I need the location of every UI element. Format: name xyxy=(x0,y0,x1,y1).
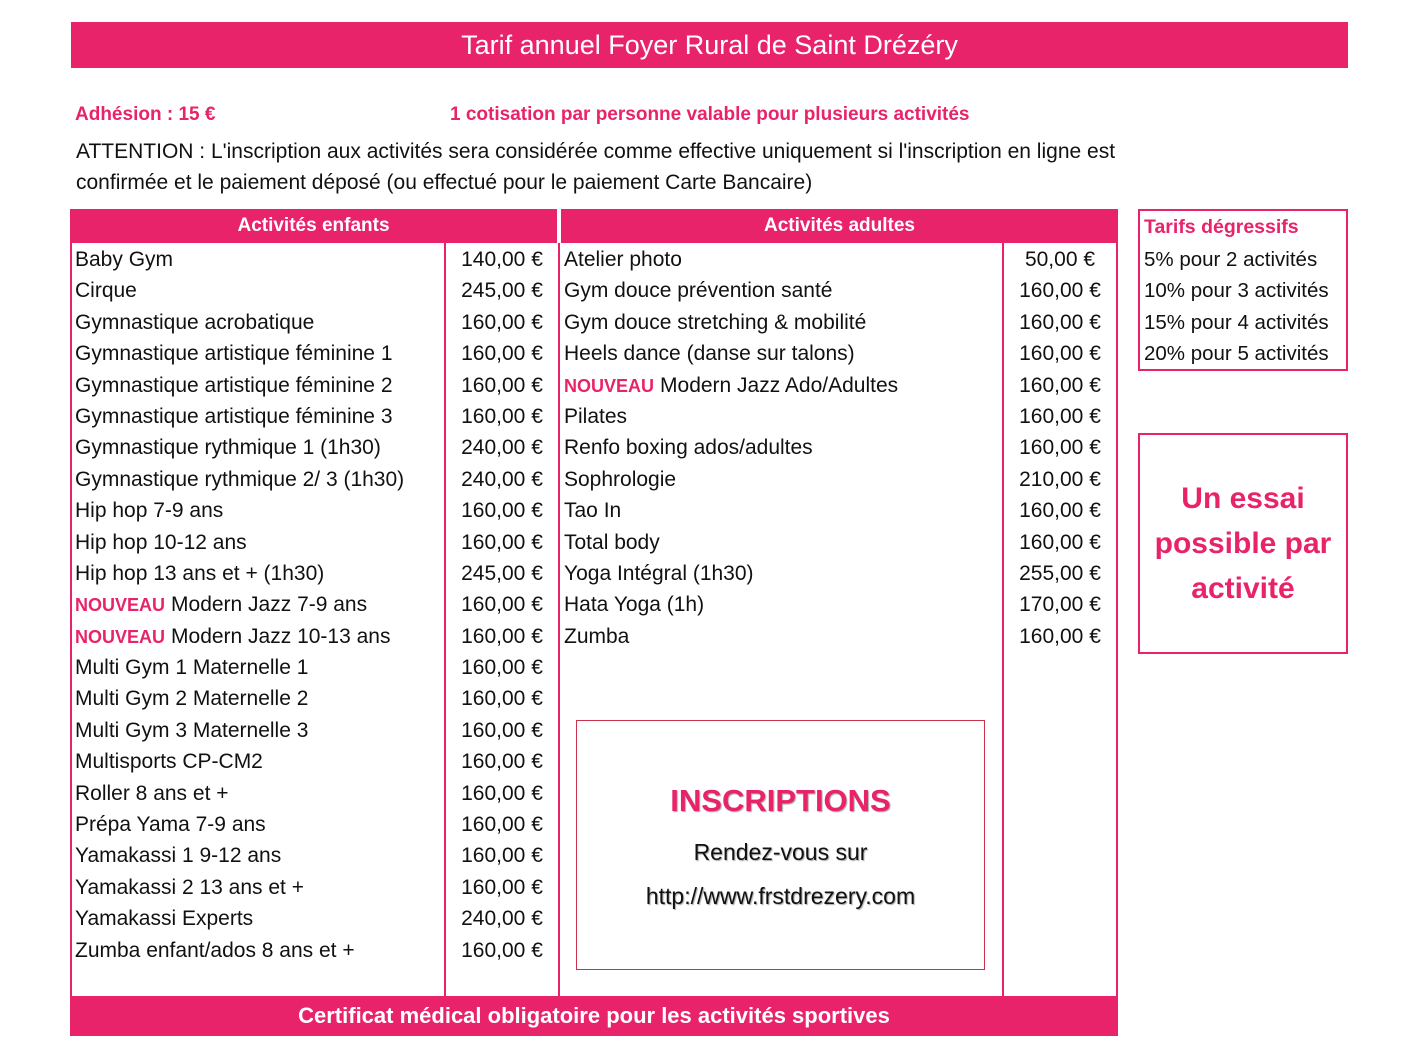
activity-name-cell xyxy=(72,307,444,338)
activity-price: 160,00 € xyxy=(461,656,543,680)
attention-notice xyxy=(76,136,1115,198)
activity-price: 210,00 € xyxy=(1019,467,1101,491)
activity-price: 160,00 € xyxy=(461,530,543,554)
activity-name-cell xyxy=(72,746,444,777)
activity-row xyxy=(72,495,558,526)
activity-row xyxy=(72,903,558,934)
activity-row xyxy=(72,244,558,275)
activity-row xyxy=(560,432,1116,463)
degressive-pricing-box xyxy=(1138,209,1348,371)
activity-row xyxy=(72,307,558,338)
activity-name: Prépa Yama 7-9 ans xyxy=(75,813,266,837)
page-title: Tarif annuel Foyer Rural de Saint Drézéry xyxy=(71,22,1348,68)
activity-price: 160,00 € xyxy=(1019,404,1101,428)
activity-name: Multi Gym 2 Maternelle 2 xyxy=(75,687,309,711)
activity-name: Multi Gym 3 Maternelle 3 xyxy=(75,718,309,742)
activity-row xyxy=(72,558,558,589)
activity-row xyxy=(72,432,558,463)
activity-name: Hata Yoga (1h) xyxy=(564,593,705,617)
activity-price: 160,00 € xyxy=(461,813,543,837)
activity-row xyxy=(560,464,1116,495)
activity-name-cell xyxy=(72,338,444,369)
new-badge: NOUVEAU xyxy=(75,595,166,616)
activity-name: Modern Jazz Ado/Adultes xyxy=(660,373,899,397)
activity-row xyxy=(72,809,558,840)
activity-name: Hip hop 7-9 ans xyxy=(75,499,224,523)
activity-name-cell xyxy=(560,338,1002,369)
activity-row xyxy=(560,527,1116,558)
trial-notice-line: activité xyxy=(1191,572,1295,605)
activity-name-cell xyxy=(72,589,444,620)
activity-name-cell xyxy=(72,621,444,652)
activity-name-cell xyxy=(72,495,444,526)
attention-line: ATTENTION : L'inscription aux activités sera considérée comme effective uniquement si l'inscription en ligne est xyxy=(76,140,1116,163)
activity-row xyxy=(560,370,1116,401)
activity-name-cell xyxy=(72,809,444,840)
activity-name: Gymnastique rythmique 2/ 3 (1h30) xyxy=(75,467,405,491)
activity-price: 240,00 € xyxy=(461,436,543,460)
activity-row xyxy=(560,495,1116,526)
activity-name-cell xyxy=(560,307,1002,338)
activity-row xyxy=(72,338,558,369)
activity-name: Tao In xyxy=(564,499,622,523)
activity-name-cell xyxy=(72,903,444,934)
activity-name: Baby Gym xyxy=(75,248,174,271)
activity-price: 160,00 € xyxy=(461,875,543,899)
activity-name: Zumba xyxy=(564,624,630,648)
activity-name: Gymnastique artistique féminine 1 xyxy=(75,342,393,366)
activity-price: 160,00 € xyxy=(1019,530,1101,554)
degressive-item: 5% pour 2 activités xyxy=(1144,248,1318,271)
medical-certificate-notice: Certificat médical obligatoire pour les activités sportives xyxy=(70,996,1118,1036)
activity-name: Gym douce prévention santé xyxy=(564,279,833,303)
activity-row xyxy=(72,840,558,871)
activity-name-cell xyxy=(72,275,444,306)
activity-name-cell xyxy=(560,464,1002,495)
activity-name-cell xyxy=(560,275,1002,306)
activity-name: Hip hop 13 ans et + (1h30) xyxy=(75,561,325,585)
activity-row xyxy=(72,715,558,746)
activity-name-cell xyxy=(560,558,1002,589)
activity-price: 140,00 € xyxy=(461,248,543,271)
activity-name-cell xyxy=(72,558,444,589)
activity-name: Total body xyxy=(564,530,660,554)
children-activities-list xyxy=(72,244,558,966)
activity-price: 170,00 € xyxy=(1019,593,1101,617)
degressive-pricing-list xyxy=(1144,244,1329,370)
activity-name-cell xyxy=(560,621,1002,652)
activity-name: Roller 8 ans et + xyxy=(75,781,229,805)
activity-name: Atelier photo xyxy=(564,248,682,271)
activity-row xyxy=(72,275,558,306)
activity-name: Renfo boxing ados/adultes xyxy=(564,436,813,460)
activity-price: 160,00 € xyxy=(461,342,543,366)
activity-row xyxy=(560,621,1116,652)
activity-row xyxy=(560,589,1116,620)
activity-row xyxy=(72,652,558,683)
degressive-item: 15% pour 4 activités xyxy=(1144,310,1329,334)
activity-row xyxy=(72,935,558,966)
activity-row xyxy=(72,370,558,401)
activity-name-cell xyxy=(560,495,1002,526)
activity-name: Gymnastique rythmique 1 (1h30) xyxy=(75,436,381,460)
registration-box xyxy=(576,720,985,970)
activity-price: 160,00 € xyxy=(1019,499,1101,523)
activity-name: Modern Jazz 10-13 ans xyxy=(171,624,391,648)
adult-activities-header: Activités adultes xyxy=(561,209,1118,243)
attention-line: confirmée et le paiement déposé (ou effectué pour le paiement Carte Bancaire) xyxy=(76,171,813,194)
activity-row xyxy=(72,778,558,809)
activity-price: 160,00 € xyxy=(461,781,543,805)
activity-price: 160,00 € xyxy=(461,624,543,648)
activity-row xyxy=(560,338,1116,369)
activity-name: Yoga Intégral (1h30) xyxy=(564,561,754,585)
activity-price: 255,00 € xyxy=(1019,561,1101,585)
activity-name-cell xyxy=(72,652,444,683)
activity-name: Hip hop 10-12 ans xyxy=(75,530,247,554)
activity-name-cell xyxy=(72,778,444,809)
activity-price: 160,00 € xyxy=(461,499,543,523)
activity-name: Yamakassi 2 13 ans et + xyxy=(75,875,304,899)
activity-price: 160,00 € xyxy=(461,687,543,711)
membership-fee: Adhésion : 15 € xyxy=(75,104,216,125)
activity-row xyxy=(72,464,558,495)
activity-price: 160,00 € xyxy=(461,373,543,397)
activity-row xyxy=(72,683,558,714)
trial-notice-box xyxy=(1138,433,1348,654)
trial-notice-line: possible par xyxy=(1154,527,1332,560)
new-badge: NOUVEAU xyxy=(75,626,166,647)
activity-name-cell xyxy=(560,401,1002,432)
degressive-item: 10% pour 3 activités xyxy=(1144,279,1329,303)
activity-name: Sophrologie xyxy=(564,467,677,491)
activity-price: 160,00 € xyxy=(1019,310,1101,334)
activity-price: 240,00 € xyxy=(461,467,543,491)
activity-price: 160,00 € xyxy=(1019,279,1101,303)
activity-name: Pilates xyxy=(564,404,628,428)
activity-row xyxy=(72,746,558,777)
activity-name-cell xyxy=(560,244,1002,275)
trial-notice-line: Un essai xyxy=(1181,482,1305,515)
activity-price: 245,00 € xyxy=(461,279,543,303)
activity-row xyxy=(72,401,558,432)
registration-subtitle: Rendez-vous sur xyxy=(693,839,868,865)
activity-name: Zumba enfant/ados 8 ans et + xyxy=(75,938,355,962)
activity-price: 160,00 € xyxy=(1019,436,1101,460)
degressive-pricing-title: Tarifs dégressifs xyxy=(1144,216,1299,238)
activity-name-cell xyxy=(72,935,444,966)
activity-price: 160,00 € xyxy=(461,593,543,617)
children-activities-header: Activités enfants xyxy=(70,209,557,243)
activity-name-cell xyxy=(72,401,444,432)
activity-row xyxy=(560,558,1116,589)
registration-title: INSCRIPTIONS xyxy=(670,783,891,818)
activity-row xyxy=(560,275,1116,306)
activity-row xyxy=(72,589,558,620)
activity-name: Gymnastique artistique féminine 3 xyxy=(75,404,393,428)
activity-row xyxy=(72,621,558,652)
activity-price: 160,00 € xyxy=(1019,373,1101,397)
activity-name-cell xyxy=(72,370,444,401)
activity-price: 160,00 € xyxy=(1019,342,1101,366)
activity-price: 50,00 € xyxy=(1024,248,1096,271)
activity-price: 160,00 € xyxy=(461,938,543,962)
activity-name: Modern Jazz 7-9 ans xyxy=(171,593,368,617)
activity-name-cell xyxy=(72,683,444,714)
activity-row xyxy=(72,872,558,903)
activity-name-cell xyxy=(72,244,444,275)
activity-price: 245,00 € xyxy=(461,561,543,585)
activity-price: 160,00 € xyxy=(461,310,543,334)
activity-price: 160,00 € xyxy=(461,844,543,868)
activity-name: Gym douce stretching & mobilité xyxy=(564,310,867,334)
activity-row xyxy=(560,307,1116,338)
activity-price: 240,00 € xyxy=(461,907,543,931)
activity-name: Gymnastique artistique féminine 2 xyxy=(75,373,393,397)
activity-name-cell xyxy=(560,527,1002,558)
activity-name-cell xyxy=(72,872,444,903)
activity-name-cell xyxy=(560,432,1002,463)
activity-name-cell xyxy=(560,589,1002,620)
degressive-item: 20% pour 5 activités xyxy=(1144,342,1329,366)
activity-name-cell xyxy=(72,840,444,871)
activity-price: 160,00 € xyxy=(461,750,543,774)
activity-name: Yamakassi 1 9-12 ans xyxy=(75,844,282,868)
activity-name: Multi Gym 1 Maternelle 1 xyxy=(75,656,309,680)
activity-name: Multisports CP-CM2 xyxy=(75,750,263,774)
activity-row xyxy=(560,401,1116,432)
activity-name-cell xyxy=(72,527,444,558)
activity-name: Heels dance (danse sur talons) xyxy=(564,342,855,366)
activity-name-cell xyxy=(560,370,1002,401)
activity-price: 160,00 € xyxy=(1019,624,1101,648)
activity-row xyxy=(72,527,558,558)
activity-name-cell xyxy=(72,715,444,746)
registration-url: http://www.frstdrezery.com xyxy=(645,883,916,909)
activity-name: Yamakassi Experts xyxy=(75,907,254,931)
table-border-right xyxy=(1116,209,1118,996)
activity-row xyxy=(560,244,1116,275)
adult-activities-list xyxy=(560,244,1116,652)
new-badge: NOUVEAU xyxy=(564,375,655,396)
membership-note: 1 cotisation par personne valable pour plusieurs activités xyxy=(450,104,970,125)
activity-name-cell xyxy=(72,432,444,463)
activity-name: Gymnastique acrobatique xyxy=(75,310,315,334)
activity-price: 160,00 € xyxy=(461,718,543,742)
activity-name-cell xyxy=(72,464,444,495)
activity-price: 160,00 € xyxy=(461,404,543,428)
activity-name: Cirque xyxy=(75,279,137,303)
